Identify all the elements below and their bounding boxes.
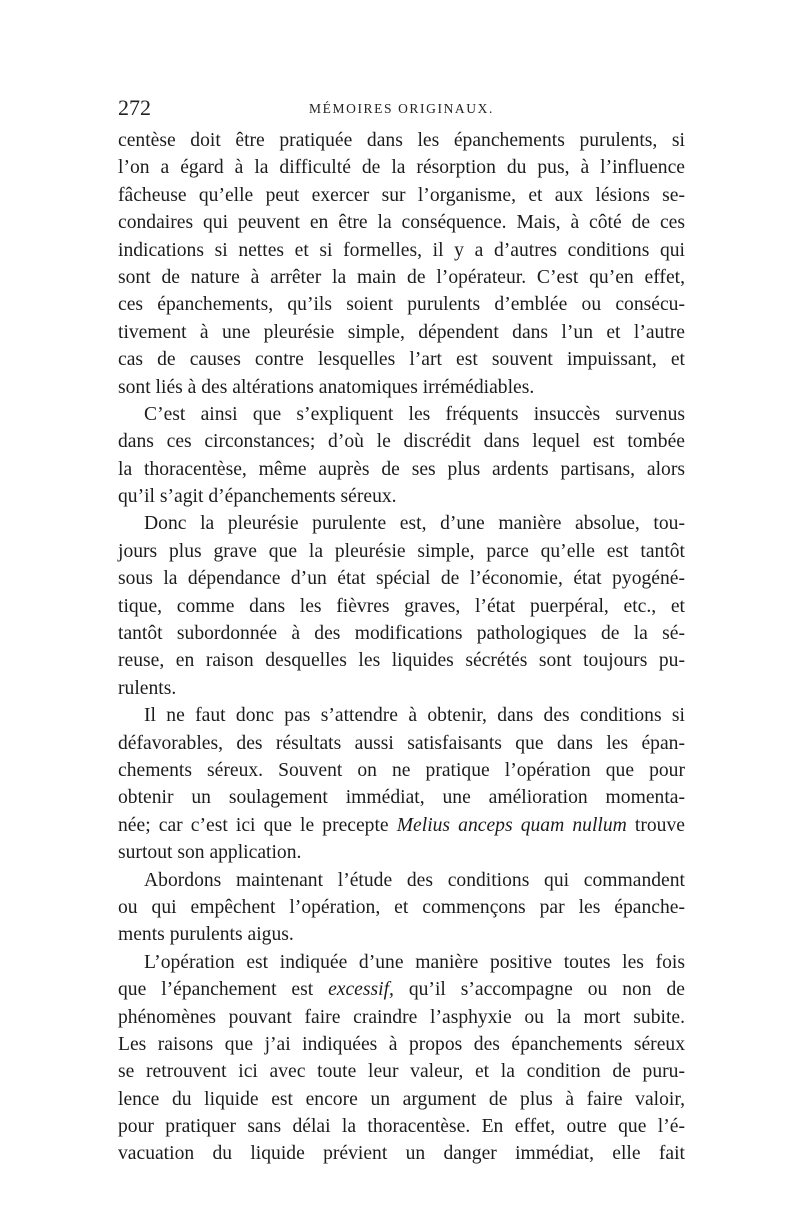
running-title: MÉMOIRES ORIGINAUX.: [309, 101, 494, 116]
text-line: cas de causes contre lesquelles l’art est souvent impuissant, et: [118, 349, 685, 371]
text-line: surtout son application.: [118, 842, 302, 864]
text-line: sont liés à des altérations anatomiques irrémédiables.: [118, 376, 535, 398]
text-line: phénomènes pouvant faire craindre l’asphyxie ou la mort subite.: [118, 1006, 685, 1028]
text-segment: que l’épanchement est: [118, 979, 329, 1001]
text-segment: qu’il s’accompagne ou non de: [393, 979, 685, 1001]
text-line: tique, comme dans les fièvres graves, l’état puerpéral, etc., et: [118, 595, 685, 617]
text-segment: trouve: [626, 814, 685, 836]
text-line: condaires qui peuvent en être la conséquence. Mais, à côté de ces: [118, 212, 685, 234]
text-line: Les raisons que j’ai indiquées à propos des épanchements séreux: [118, 1033, 685, 1055]
text-line: dans ces circonstances; d’où le discrédit dans lequel est tombée: [118, 431, 685, 453]
text-line: tantôt subordonnée à des modifications pathologiques de la sé-: [118, 623, 685, 645]
text-line: fâcheuse qu’elle peut exercer sur l’organisme, et aux lésions se-: [118, 184, 685, 206]
text-line: lence du liquide est encore un argument de plus à faire valoir,: [118, 1088, 685, 1110]
text-line: Abordons maintenant l’étude des conditions qui commandent: [144, 869, 685, 891]
page-header: [118, 94, 685, 122]
text-segment: née; car c’est ici que le precepte: [118, 814, 397, 836]
text-line: reuse, en raison desquelles les liquides sécrétés sont toujours pu-: [118, 650, 685, 672]
page-number: 272: [118, 95, 151, 120]
text-line: qu’il s’agit d’épanchements séreux.: [118, 486, 397, 508]
text-line: pour pratiquer sans délai la thoracentèse. En effet, outre que l’é-: [118, 1116, 685, 1138]
text-line: centèse doit être pratiquée dans les épanchements purulents, si: [118, 130, 685, 151]
italic-word: excessif,: [328, 979, 394, 1001]
text-line: Il ne faut donc pas s’attendre à obtenir, dans des conditions si: [144, 705, 685, 727]
text-line: L’opération est indiquée d’une manière positive toutes les fois: [144, 951, 685, 973]
text-line: ces épanchements, qu’ils soient purulents d’emblée ou consécu-: [118, 294, 685, 316]
text-line: C’est ainsi que s’expliquent les fréquents insuccès survenus: [144, 403, 685, 425]
text-line: ments purulents aigus.: [118, 924, 294, 946]
text-line: sous la dépendance d’un état spécial de l’économie, état pyogéné-: [118, 568, 685, 590]
body-text: [118, 127, 685, 1168]
text-line: se retrouvent ici avec toute leur valeur, et la condition de puru-: [118, 1061, 685, 1083]
text-line: Donc la pleurésie purulente est, d’une manière absolue, tou-: [144, 513, 685, 535]
text-line: la thoracentèse, même auprès de ses plus ardents partisans, alors: [118, 458, 685, 480]
text-line: défavorables, des résultats aussi satisfaisants que dans les épan-: [118, 732, 685, 754]
text-line: jours plus grave que la pleurésie simple, parce qu’elle est tantôt: [118, 540, 685, 562]
text-line: indications si nettes et si formelles, il y a d’autres conditions qui: [118, 239, 685, 261]
text-line: tivement à une pleurésie simple, dépendent dans l’un et l’autre: [118, 321, 685, 343]
italic-phrase: Melius anceps quam nullum: [396, 814, 627, 836]
text-line: l’on a égard à la difficulté de la résorption du pus, à l’influence: [118, 157, 685, 179]
text-line-with-italic: [118, 812, 685, 839]
text-line: chements séreux. Souvent on ne pratique l’opération que pour: [118, 759, 685, 781]
text-line: obtenir un soulagement immédiat, une amélioration momenta-: [118, 787, 685, 809]
text-line: vacuation du liquide prévient un danger immédiat, elle fait: [118, 1143, 685, 1165]
text-line: rulents.: [118, 677, 177, 699]
text-line: ou qui empêchent l’opération, et commençons par les épanche-: [118, 896, 685, 918]
text-line: sont de nature à arrêter la main de l’opérateur. C’est qu’en effet,: [118, 266, 685, 288]
text-line-with-italic: [118, 976, 685, 1003]
